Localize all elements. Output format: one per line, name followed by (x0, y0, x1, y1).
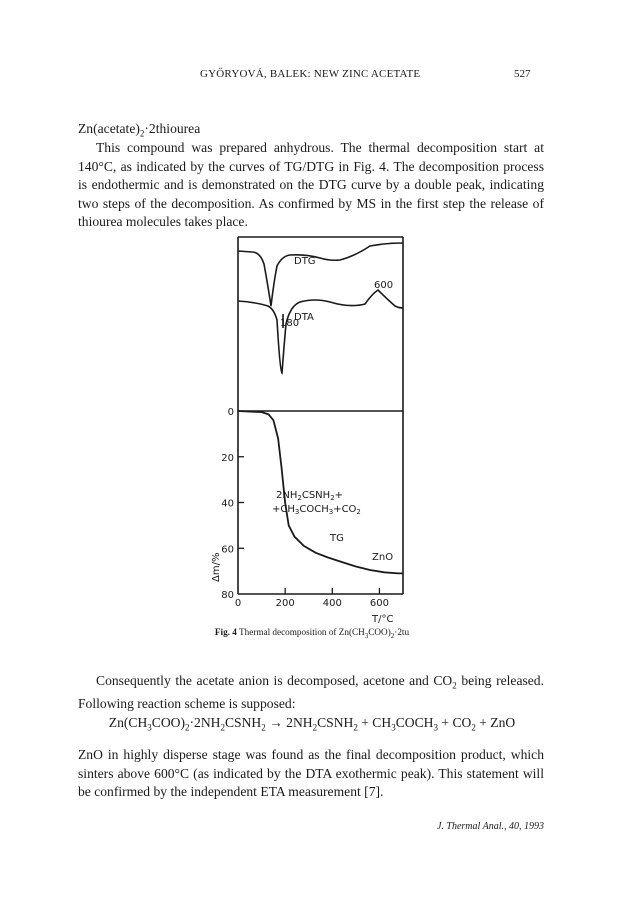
y-tick-label: 20 (221, 452, 234, 464)
paragraph-2: Consequently the acetate anion is decomposed, acetone and $CO_2$ being released. Following reaction scheme is supposed: (78, 673, 545, 712)
x-tick-label: 400 (322, 598, 342, 609)
page-number: 527 (514, 68, 531, 80)
y-tick-label: 80 (221, 590, 234, 601)
zno-label: ZnO (372, 552, 394, 563)
product-label-1: $2NH_2CSNH_2+$ (276, 490, 344, 502)
paragraph-1 (78, 139, 544, 232)
dtg-dta-panel (238, 237, 403, 411)
caption-label: Fig. 4 (214, 627, 237, 637)
paragraph-3: ZnO in highly disperse stage was found as the final decomposition product, which sinters above 600°C (as indicated by the DTA exothermic peak). This statement will be confirmed by the independent ETA measurement [7]. (78, 747, 544, 799)
dta-label: DTA (294, 312, 314, 323)
running-head: GYŐRYOVÁ, BALEK: NEW ZINC ACETATE (200, 68, 421, 80)
y-tick-label: 60 (221, 544, 234, 556)
paragraph-1-text: This compound was prepared anhydrous. The thermal decomposition start at 140°C, as indicated by the curves of TG/DTG in Fig. 4. The decomposition process is endothermic and is demonstrated on the DTG curve by a double peak, indicating two steps of the decomposition. As confirmed by MS in the first step the release of thiourea molecules takes place. (78, 140, 544, 229)
product-label-2: $+CH_3COCH_3+CO_2$ (272, 504, 361, 516)
x-axis-ticks (235, 588, 389, 609)
figure-caption: Fig. 4 Thermal decomposition of $Zn(CH_3COO)_2\cdot 2tu$ (214, 627, 410, 640)
y-tick-label: 40 (221, 498, 234, 510)
x-tick-label: 200 (275, 598, 295, 609)
x-axis-label: T/°C (372, 614, 394, 625)
dtg-curve (238, 243, 403, 306)
peak-600-label: 600 (374, 280, 394, 291)
reaction-equation: $Zn(CH_3COO)_2\cdot 2NH_2CSNH_2$ → $2NH_2CSNH_2$ + $CH_3COCH_3 + CO_2$ + ZnO (108, 715, 516, 733)
tg-panel (238, 411, 403, 594)
y-tick-label: 0 (227, 407, 234, 418)
dtg-label: DTG (294, 256, 316, 267)
page-header (0, 68, 624, 88)
section-heading: $Zn(acetate)_2\cdot 2thiourea$ (78, 121, 201, 139)
journal-footer: J. Thermal Anal., 40, 1993 (436, 821, 544, 832)
tg-label: TG (330, 533, 344, 544)
y-axis-label: Δm/% (211, 552, 222, 582)
x-tick-label: 600 (369, 598, 389, 609)
dta-curve (238, 290, 403, 373)
y-axis-ticks (221, 407, 244, 601)
x-tick-label: 0 (234, 598, 242, 609)
peak-180-label: 180 (280, 318, 300, 329)
thermal-decomposition-figure (190, 236, 440, 638)
